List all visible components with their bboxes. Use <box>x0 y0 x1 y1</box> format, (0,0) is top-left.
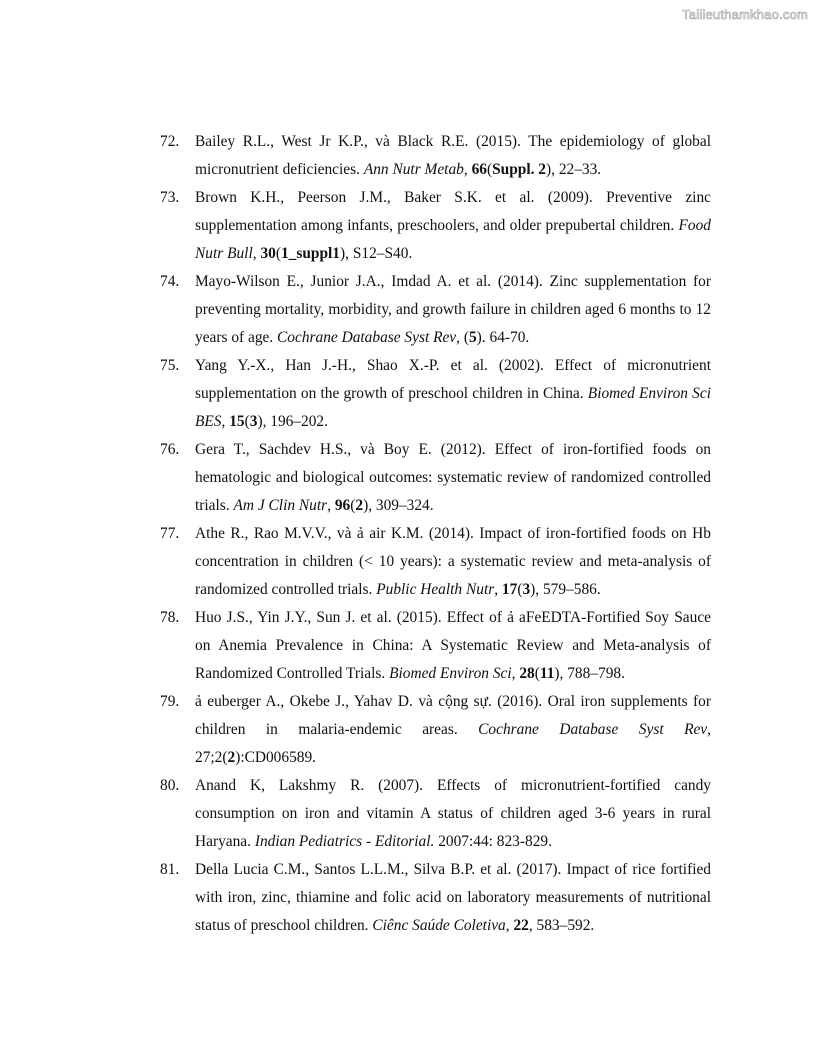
reference-item <box>160 128 711 184</box>
reference-segment: ), 196–202. <box>257 413 328 430</box>
reference-text <box>195 184 711 268</box>
reference-number: 73. <box>160 189 180 206</box>
reference-text <box>195 856 711 940</box>
reference-segment: , <box>463 161 472 178</box>
reference-number: 74. <box>160 273 180 290</box>
reference-journal: Biomed Environ Sci BES <box>195 385 711 430</box>
reference-segment: ( <box>244 413 250 430</box>
reference-text <box>195 520 711 604</box>
reference-journal: Food Nutr Bull <box>195 217 711 262</box>
reference-journal: Public Health Nutr <box>376 581 495 598</box>
reference-segment: , <box>327 497 335 514</box>
reference-journal: Am J Clin Nutr <box>233 497 328 514</box>
reference-volume: 30 <box>260 245 276 262</box>
reference-volume: Suppl. 2 <box>492 161 546 178</box>
reference-item <box>160 688 711 772</box>
reference-segment: ( <box>517 581 523 598</box>
reference-segment: ), S12–S40. <box>340 245 413 262</box>
watermark-text: Tailieuthamkhao.com <box>682 7 808 22</box>
reference-segment: Brown K.H., Peerson J.M., Baker S.K. et al. (2009). Preventive zinc supplementation among infants, preschoolers, and older prepubertal children. <box>195 189 711 234</box>
reference-number: 78. <box>160 609 180 626</box>
reference-segment: ). 64-70. <box>476 329 530 346</box>
reference-segment: , <box>494 581 502 598</box>
reference-segment: , ( <box>456 329 469 346</box>
reference-volume: 1_suppl1 <box>280 245 340 262</box>
reference-volume: 66 <box>471 161 487 178</box>
reference-segment: Anand K, Lakshmy R. (2007). Effects of micronutrient-fortified candy consumption on iron and vitamin A status of children aged 3-6 years in rural Haryana. <box>195 777 711 850</box>
reference-segment: , <box>221 413 230 430</box>
reference-segment: Mayo-Wilson E., Junior J.A., Imdad A. et al. (2014). Zinc supplementation for preventing mortality, morbidity, and growth failure in children aged 6 months to 12 years of age. <box>195 273 711 346</box>
reference-segment: ), 579–586. <box>530 581 601 598</box>
reference-segment: , <box>252 245 261 262</box>
reference-text <box>195 128 711 184</box>
reference-item <box>160 604 711 688</box>
reference-item <box>160 520 711 604</box>
reference-segment: ), 309–324. <box>363 497 434 514</box>
reference-journal: Indian Pediatrics - Editorial. <box>254 833 435 850</box>
reference-segment: Gera T., Sachdev H.S., và Boy E. (2012). Effect of iron-fortified foods on hematologic and biological outcomes: systematic review of randomized controlled trials. <box>195 441 711 514</box>
reference-segment: Athe R., Rao M.V.V., và ả air K.M. (2014). Impact of iron-fortified foods on Hb concentration in children (< 10 years): a systematic review and meta-analysis of randomized controlled trials. <box>195 525 711 598</box>
reference-text <box>195 268 711 352</box>
reference-segment: ( <box>486 161 493 178</box>
reference-number: 72. <box>160 133 180 150</box>
reference-volume: 22 <box>513 917 529 934</box>
reference-segment: , 27;2( <box>195 721 711 766</box>
reference-number: 77. <box>160 525 180 542</box>
reference-text <box>195 772 711 856</box>
reference-item <box>160 184 711 268</box>
reference-segment: Huo J.S., Yin J.Y., Sun J. et al. (2015). Effect of ả aFeEDTA-Fortified Soy Sauce on Anemia Prevalence in China: A Systematic Review and Meta-analysis of Randomized Controlled Trials. <box>195 609 711 682</box>
reference-segment: ( <box>534 665 540 682</box>
reference-number: 75. <box>160 357 180 374</box>
reference-segment: ( <box>275 245 281 262</box>
reference-segment: 2007:44: 823-829. <box>434 833 552 850</box>
reference-segment: ), 788–798. <box>554 665 625 682</box>
reference-segment: ):CD006589. <box>235 749 317 766</box>
reference-item <box>160 772 711 856</box>
reference-segment: Bailey R.L., West Jr K.P., và Black R.E. (2015). The epidemiology of global micronutrient deficiencies. <box>195 133 711 178</box>
reference-number: 79. <box>160 693 180 710</box>
reference-segment: , <box>505 917 514 934</box>
reference-item <box>160 436 711 520</box>
reference-segment: ( <box>350 497 356 514</box>
reference-volume: 96 <box>334 497 351 514</box>
reference-number: 76. <box>160 441 180 458</box>
reference-text <box>195 688 711 772</box>
reference-volume: 28 <box>519 665 535 682</box>
reference-text <box>195 436 711 520</box>
reference-volume: 3 <box>522 581 531 598</box>
reference-segment: ả euberger A., Okebe J., Yahav D. và cộng sự. (2016). Oral iron supplements for children in malaria-endemic areas. <box>195 693 711 738</box>
reference-segment: ), 22–33. <box>546 161 602 178</box>
reference-volume: 2 <box>355 497 364 514</box>
reference-number: 80. <box>160 777 180 794</box>
reference-item <box>160 268 711 352</box>
reference-journal: Biomed Environ Sci <box>389 665 512 682</box>
reference-segment: Della Lucia C.M., Santos L.L.M., Silva B.P. et al. (2017). Impact of rice fortified with iron, zinc, thiamine and folic acid on laboratory measurements of nutritional status of preschool children. <box>195 861 711 934</box>
reference-segment: , <box>511 665 520 682</box>
reference-text <box>195 604 711 688</box>
reference-volume: 5 <box>468 329 477 346</box>
reference-volume: 3 <box>249 413 258 430</box>
reference-volume: 17 <box>501 581 518 598</box>
reference-volume: 11 <box>539 665 555 682</box>
reference-item <box>160 856 711 940</box>
reference-volume: 15 <box>229 413 245 430</box>
reference-journal: Ciênc Saúde Coletiva <box>372 917 506 934</box>
reference-volume: 2 <box>227 749 236 766</box>
reference-segment: , 583–592. <box>528 917 595 934</box>
reference-list <box>160 128 711 940</box>
reference-text <box>195 352 711 436</box>
reference-number: 81. <box>160 861 180 878</box>
reference-journal: Cochrane Database Syst Rev <box>277 329 457 346</box>
reference-journal: Cochrane Database Syst Rev <box>478 721 708 738</box>
reference-item <box>160 352 711 436</box>
reference-journal: Ann Nutr Metab <box>363 161 464 178</box>
reference-segment: Yang Y.-X., Han J.-H., Shao X.-P. et al. (2002). Effect of micronutrient supplementation on the growth of preschool children in China. <box>195 357 711 402</box>
